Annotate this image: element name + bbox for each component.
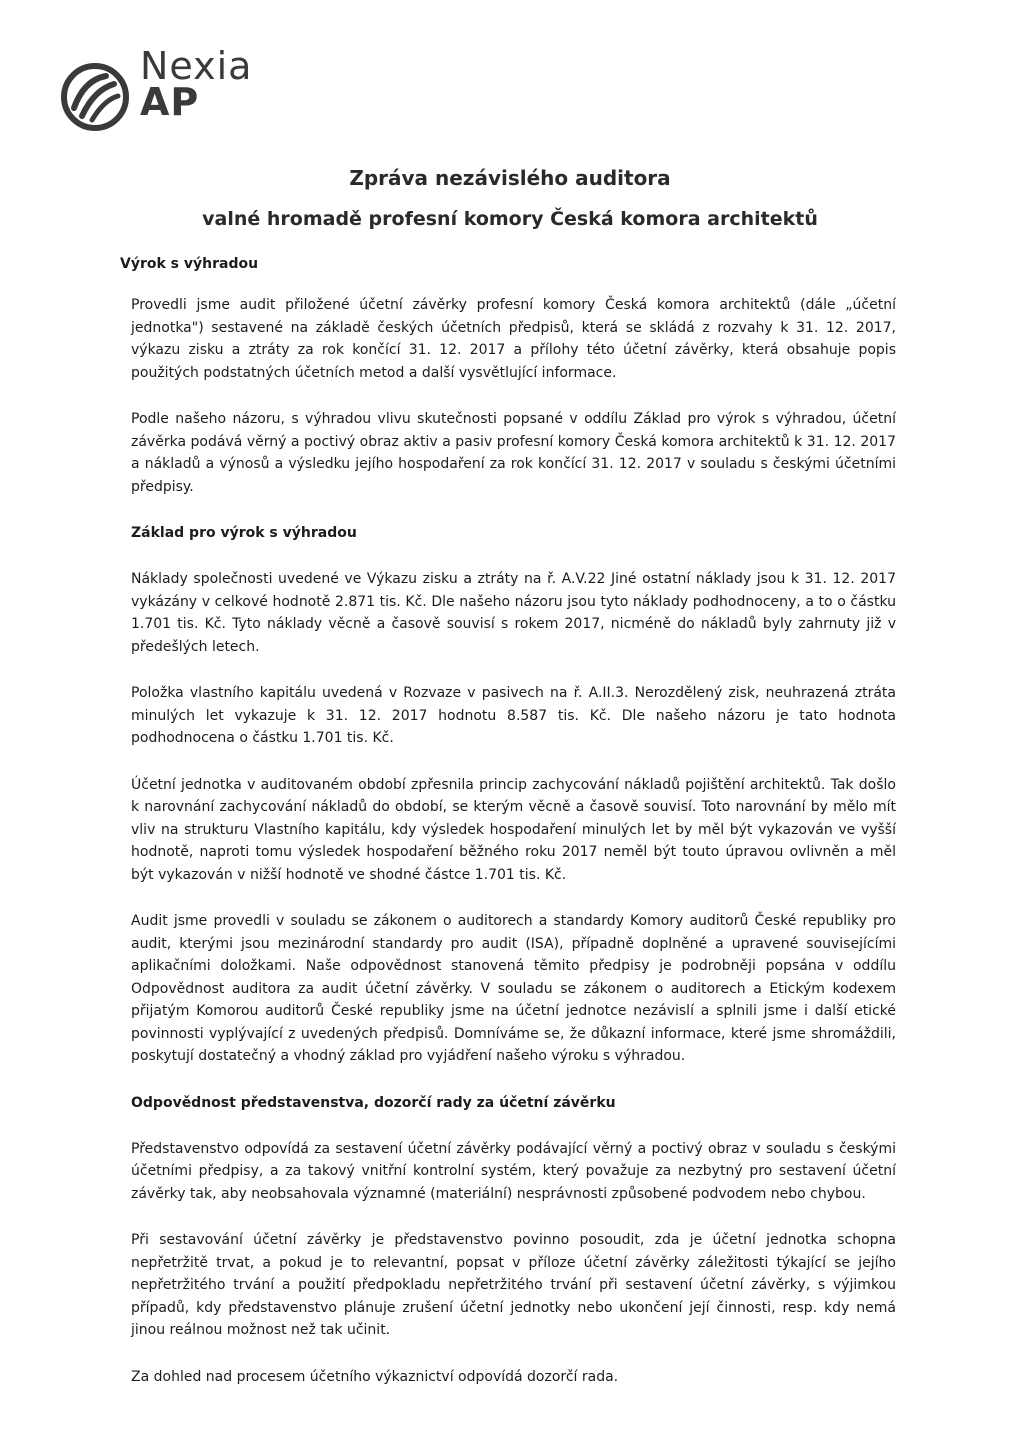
- basis-paragraph: Náklady společnosti uvedené ve Výkazu zisku a ztráty na ř. A.V.22 Jiné ostatní náklady jsou k 31. 12. 2017 vykázány v celkové hodnotě 2.871 tis. Kč. Dle našeho názoru jsou tyto náklady podhodnoceny, a to o částku 1.701 tis. Kč. Tyto náklady věcně a časově souvisí s rokem 2017, nicméně do nákladů byly zahrnuty již v předešlých letech.: [131, 571, 896, 655]
- section-heading-responsibility: Odpovědnost představenstva, dozorčí rady za účetní závěrku: [131, 1094, 616, 1111]
- document-subtitle: valné hromadě profesní komory Česká komora architektů: [202, 208, 818, 230]
- logo-wordmark: [140, 44, 253, 124]
- verdict-label: Výrok s výhradou: [120, 256, 259, 272]
- document-title: Zpráva nezávislého auditora: [349, 166, 671, 190]
- opinion-paragraph: Podle našeho názoru, s výhradou vlivu skutečnosti popsané v oddílu Základ pro výrok s výhradou, účetní závěrka podává věrný a poctivý obraz aktiv a pasiv profesní komory Česká komora architektů k 31. 12. 2017 a nákladů a výnosů a výsledku jejího hospodaření za rok končící 31. 12. 2017 v souladu s českými účetními předpisy.: [131, 411, 896, 495]
- logo-line-1: Nexia: [140, 44, 253, 88]
- responsibility-paragraph: Představenstvo odpovídá za sestavení účetní závěrky podávající věrný a poctivý obraz v souladu s českými účetními předpisy, a za takový vnitřní kontrolní systém, který považuje za nezbytný pro sestavení účetní závěrky tak, aby neobsahovala významné (materiální) nesprávnosti způsobené podvodem nebo chybou.: [131, 1140, 896, 1202]
- report-body: [131, 294, 896, 1412]
- logo-line-2: AP: [140, 80, 200, 124]
- section-heading-basis: Základ pro výrok s výhradou: [131, 525, 357, 541]
- basis-paragraph: Účetní jednotka v auditovaném období zpřesnila princip zachycování nákladů pojištění architektů. Tak došlo k narovnání zachycování nákladů do období, se kterým věcně a časově souvisí. Toto narovnání by mělo mít vliv na strukturu Vlastního kapitálu, kdy výsledek hospodaření minulých let by měl být vykazován ve vyšší hodnotě, naproti tomu výsledek hospodaření běžného roku 2017 neměl být touto úpravou ovlivněn a měl být vykazován v nižší hodnotě ve shodné částce 1.701 tis. Kč.: [131, 776, 896, 883]
- nexia-logo-icon: [60, 62, 130, 132]
- basis-paragraph: Položka vlastního kapitálu uvedená v Rozvaze v pasivech na ř. A.II.3. Nerozdělený zisk, neuhrazená ztráta minulých let vykazuje k 31. 12. 2017 hodnotu 8.587 tis. Kč. Dle našeho názoru je tato hodnota podhodnocena o částku 1.701 tis. Kč.: [131, 685, 896, 746]
- opinion-paragraph: Provedli jsme audit přiložené účetní závěrky profesní komory Česká komora architektů (dále „účetní jednotka") sestavené na základě českých účetních předpisů, která se skládá z rozvahy k 31. 12. 2017, výkazu zisku a ztráty za rok končící 31. 12. 2017 a přílohy této účetní závěrky, která obsahuje popis použitých podstatných účetních metod a další vysvětlující informace.: [131, 297, 896, 381]
- responsibility-paragraph: Při sestavování účetní závěrky je představenstvo povinno posoudit, zda je účetní jednotka schopna nepřetržitě trvat, a pokud je to relevantní, popsat v příloze účetní závěrky záležitosti týkající se jejího nepřetržitého trvání a použití předpokladu nepřetržitého trvání při sestavení účetní závěrky, s výjimkou případů, kdy představenstvo plánuje zrušení účetní jednotky nebo ukončení její činnosti, resp. kdy nemá jinou reálnou možnost než tak učinit.: [131, 1232, 896, 1338]
- nexia-ap-logo: [60, 44, 260, 138]
- basis-paragraph: Audit jsme provedli v souladu se zákonem o auditorech a standardy Komory auditorů České republiky pro audit, kterými jsou mezinárodní standardy pro audit (ISA), případně doplněné a upravené souvisejícími aplikačními doložkami. Naše odpovědnost stanovená těmito předpisy je podrobněji popsána v oddílu Odpovědnost auditora za audit účetní závěrky. V souladu se zákonem o auditorech a Etickým kodexem přijatým Komorou auditorů České republiky jsme na účetní jednotce nezávislí a splnili jsme i další etické povinnosti vyplývající z uvedených předpisů. Domníváme se, že důkazní informace, které jsme shromáždili, poskytují dostatečný a vhodný základ pro vyjádření našeho výroku s výhradou.: [131, 913, 896, 1064]
- responsibility-paragraph: Za dohled nad procesem účetního výkaznictví odpovídá dozorčí rada.: [131, 1368, 619, 1385]
